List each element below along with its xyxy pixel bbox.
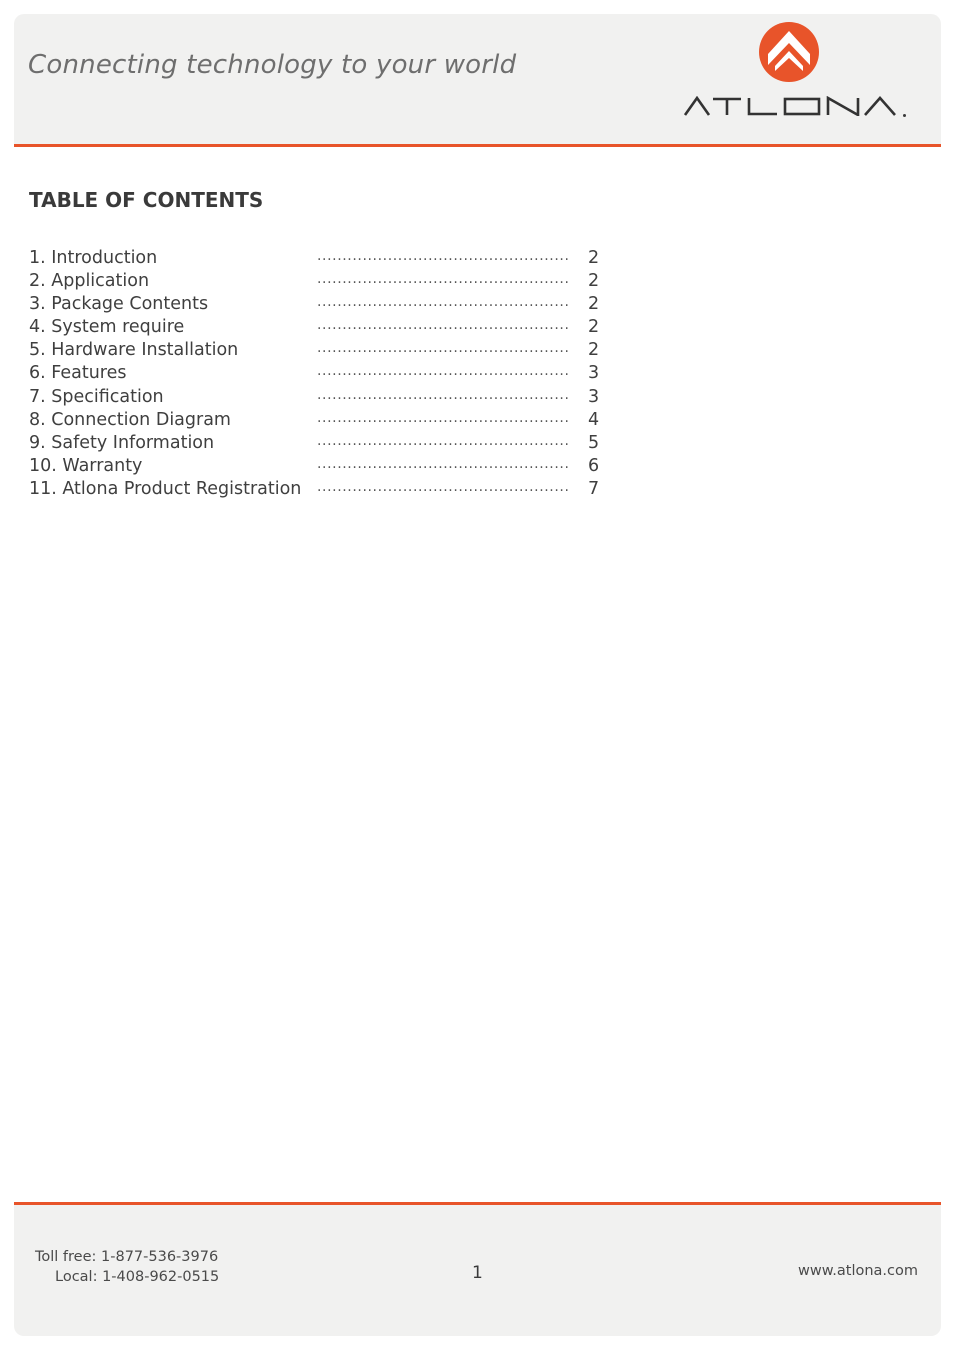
- website-link[interactable]: www.atlona.com: [798, 1263, 918, 1279]
- toc-entry-warranty[interactable]: [29, 456, 609, 479]
- toc-entry-connection-diagram[interactable]: [29, 410, 609, 433]
- toc-dot-leader: ..................................................: [317, 409, 570, 426]
- toc-entry-application[interactable]: [29, 271, 609, 294]
- toc-entry-features[interactable]: [29, 363, 609, 386]
- toc-page-number: 2: [588, 294, 600, 315]
- toc-entry-package-contents[interactable]: [29, 294, 609, 317]
- toc-dot-leader: ..................................................: [317, 478, 570, 495]
- toc-dot-leader: ..................................................: [317, 432, 570, 449]
- toc-page-number: 5: [588, 432, 600, 453]
- toc-dot-leader: ..................................................: [317, 363, 570, 380]
- toc-entry-label: 9. Safety Information: [29, 432, 215, 453]
- toc-page-number: 7: [588, 478, 600, 499]
- toc-entry-introduction[interactable]: [29, 248, 609, 271]
- page-number: 1: [472, 1263, 483, 1283]
- toc-dot-leader: ..................................................: [317, 340, 570, 357]
- local-phone: Local: 1-408-962-0515: [55, 1269, 220, 1285]
- toc-page-number: 2: [588, 340, 600, 361]
- toc-page-number: 3: [588, 363, 600, 384]
- toc-entry-label: 10. Warranty: [29, 455, 143, 476]
- toc-entry-product-registration[interactable]: [29, 479, 609, 502]
- toc-title: TABLE OF CONTENTS: [29, 188, 264, 212]
- toc-dot-leader: ..................................................: [317, 386, 570, 403]
- toc-page-number: 4: [588, 409, 600, 430]
- toc-entry-label: 7. Specification: [29, 386, 164, 407]
- toc-page-number: 2: [588, 248, 600, 268]
- toc-entry-safety-information[interactable]: [29, 433, 609, 456]
- toc-page-number: 3: [588, 386, 600, 407]
- toc-page-number: 2: [588, 317, 600, 338]
- toc-dot-leader: ..................................................: [317, 317, 570, 334]
- toc-entry-label: 6. Features: [29, 363, 127, 384]
- toc-page-number: 6: [588, 455, 600, 476]
- toc-dot-leader: ..................................................: [317, 294, 570, 311]
- toc-dot-leader: ..................................................: [317, 455, 570, 472]
- toc-entry-label: 5. Hardware Installation: [29, 340, 239, 361]
- header-divider: [14, 144, 941, 147]
- atlona-chevron-logo-icon: [758, 21, 820, 83]
- wordmark-dot: [903, 114, 906, 117]
- toc-page-number: 2: [588, 271, 600, 292]
- toc-entry-label: 1. Introduction: [29, 248, 158, 268]
- toc-entry-label: 3. Package Contents: [29, 294, 209, 315]
- toc-entry-specification[interactable]: [29, 387, 609, 410]
- toc-entry-label: 2. Application: [29, 271, 150, 292]
- atlona-wordmark: [683, 96, 898, 116]
- toc-entry-system-require[interactable]: [29, 317, 609, 340]
- header-tagline: Connecting technology to your world: [28, 50, 517, 80]
- toll-free-phone: Toll free: 1-877-536-3976: [35, 1249, 219, 1265]
- toc-dot-leader: ..................................................: [317, 271, 570, 288]
- toc-dot-leader: ..................................................: [317, 248, 570, 264]
- toc-entry-label: 8. Connection Diagram: [29, 409, 231, 430]
- toc-entry-label: 4. System require: [29, 317, 185, 338]
- toc-entry-hardware-installation[interactable]: [29, 340, 609, 363]
- toc-entry-label: 11. Atlona Product Registration: [29, 478, 302, 499]
- toc-list: [29, 248, 609, 502]
